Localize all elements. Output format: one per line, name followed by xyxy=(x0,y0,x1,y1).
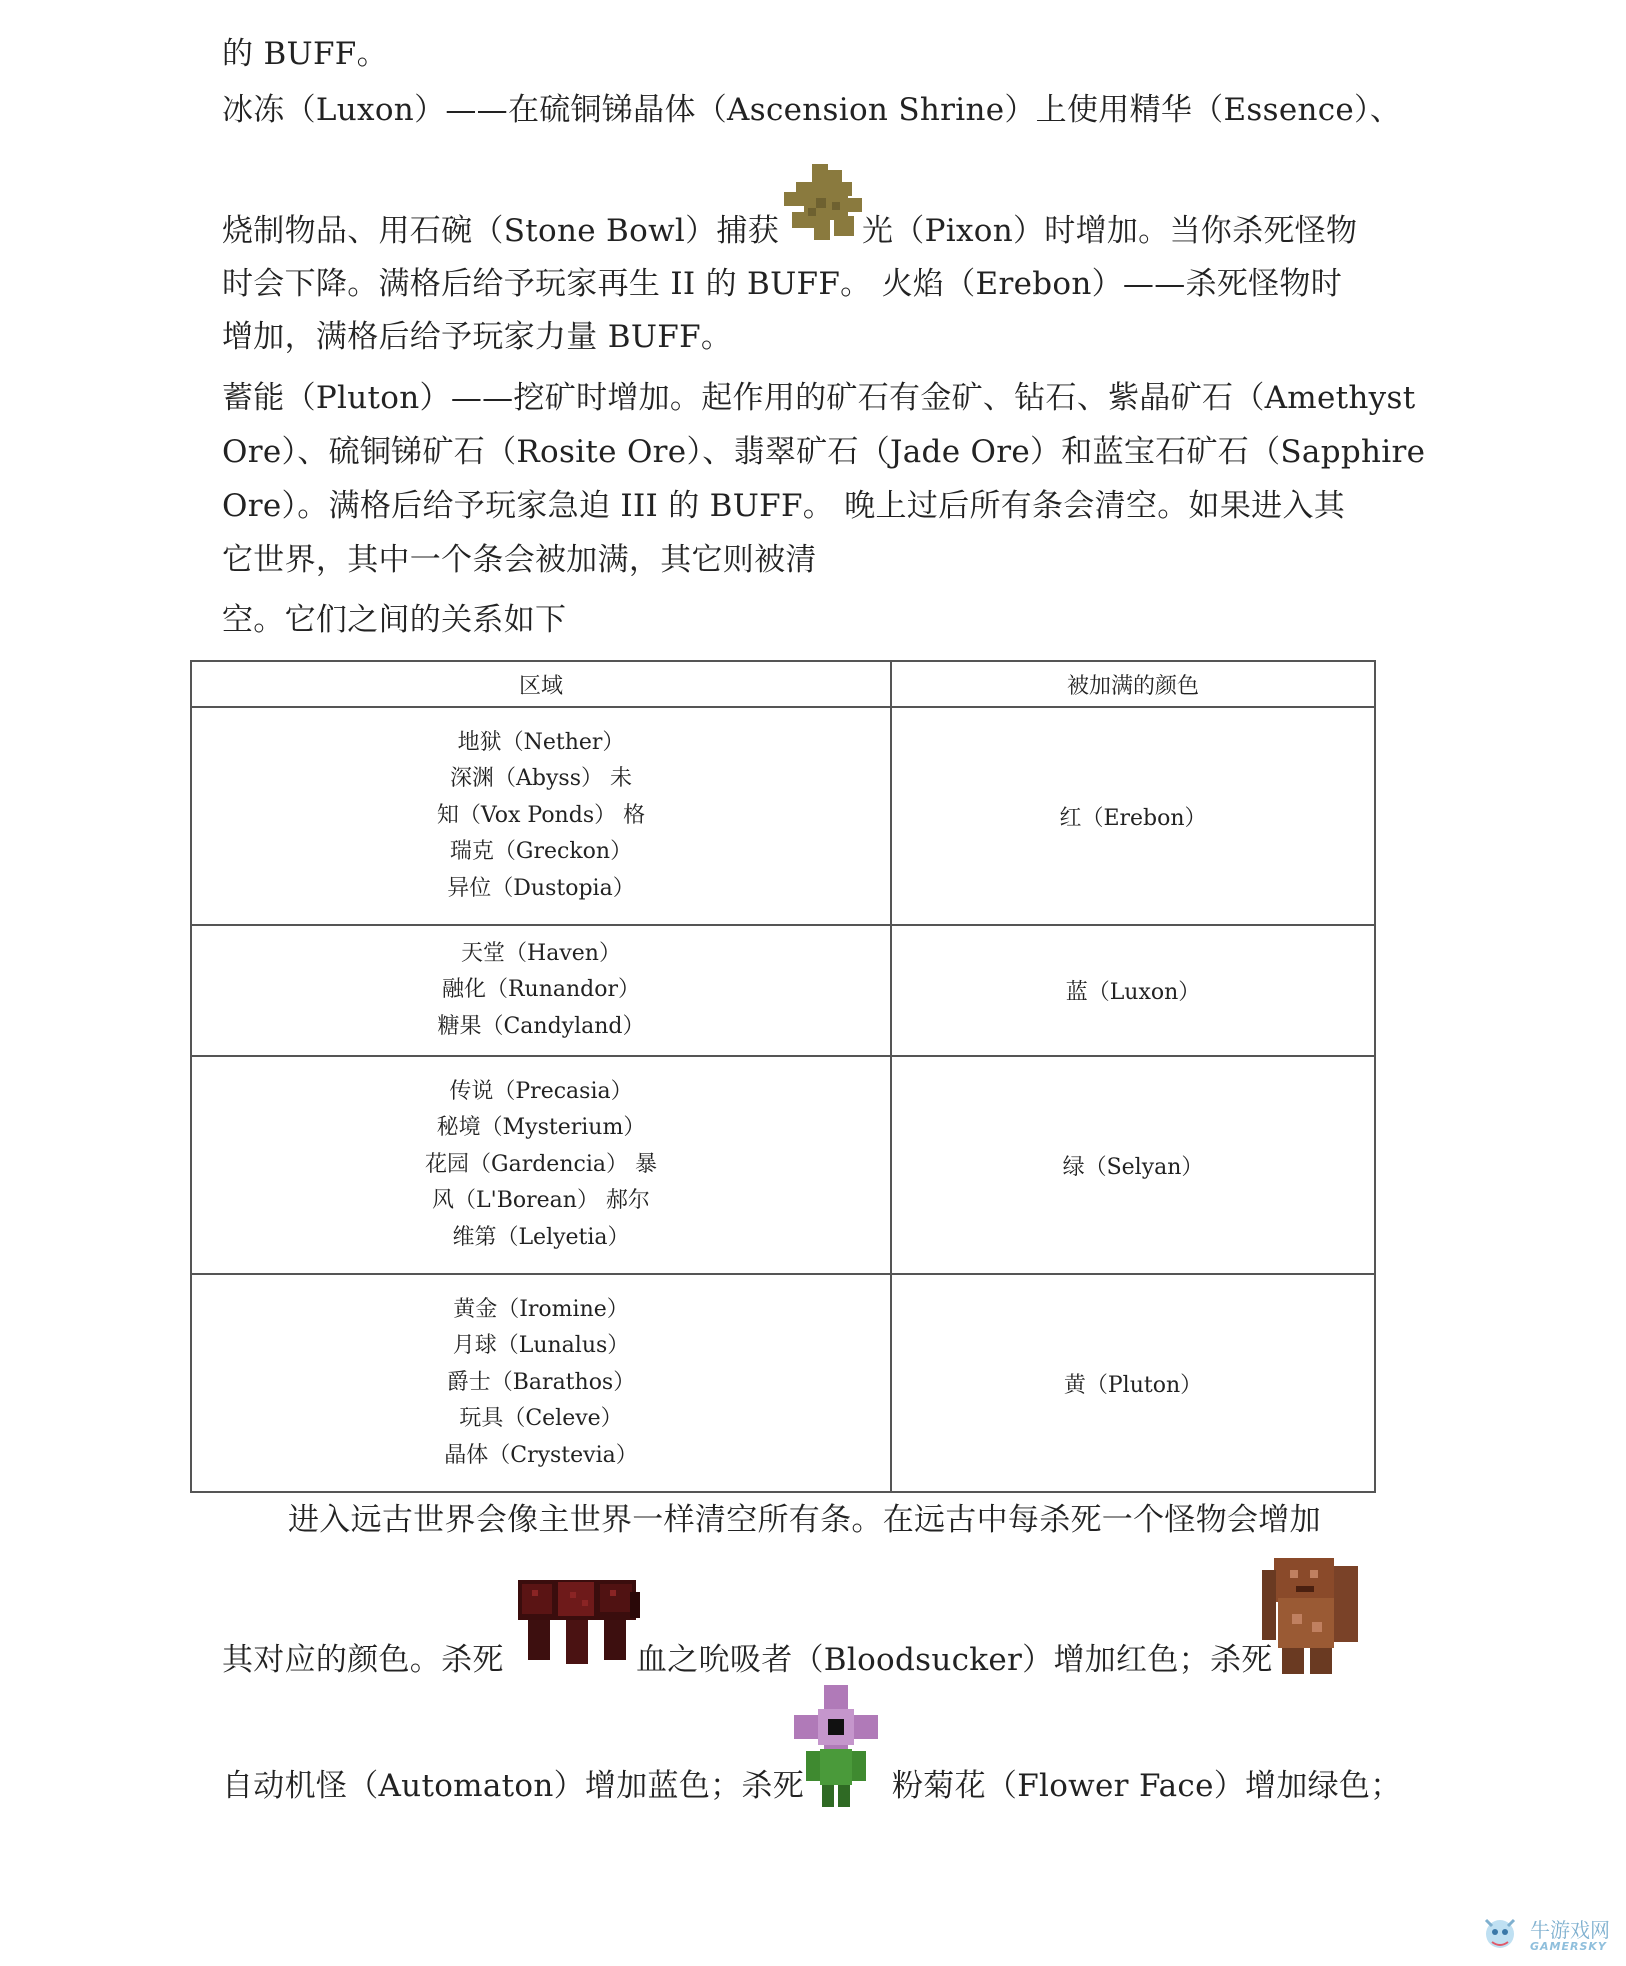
table-header-color: 被加满的颜色 xyxy=(891,661,1375,707)
zone-name: 月球（Lunalus） xyxy=(452,1333,630,1359)
zone-list xyxy=(191,707,891,925)
zone-name: 花园（Gardencia） 暴 xyxy=(425,1151,657,1177)
table-row xyxy=(191,1274,1375,1492)
text-line-13b: 粉菊花（Flower Face）增加绿色； xyxy=(892,1768,1402,1804)
text-line-13a: 自动机怪（Automaton）增加蓝色；杀死 xyxy=(222,1768,805,1804)
table-row xyxy=(191,1056,1375,1274)
table-row xyxy=(191,925,1375,1056)
zone-name: 知（Vox Ponds） 格 xyxy=(436,802,646,828)
zone-name: 秘境（Mysterium） xyxy=(436,1115,646,1141)
table-header-row xyxy=(191,661,1375,707)
text-line-4: 时会下降。满格后给予玩家再生 II 的 BUFF。 火焰（Erebon）——杀死怪物时 xyxy=(222,266,1342,302)
text-line-3a: 烧制物品、用石碗（Stone Bowl）捕获 xyxy=(222,213,780,249)
zone-name: 晶体（Crystevia） xyxy=(444,1442,638,1468)
text-line-7: Ore）、硫铜锑矿石（Rosite Ore）、翡翠矿石（Jade Ore）和蓝宝石矿石（Sapphire xyxy=(222,434,1426,470)
text-line-3b: 光（Pixon）时增加。当你杀死怪物 xyxy=(862,213,1358,249)
zone-name: 糖果（Candyland） xyxy=(437,1013,645,1039)
zone-name: 瑞克（Greckon） xyxy=(449,839,633,865)
zone-name: 天堂（Haven） xyxy=(461,940,621,966)
zone-list xyxy=(191,1274,891,1492)
text-line-12b: 血之吮吸者（Bloodsucker）增加红色；杀死 xyxy=(636,1642,1273,1678)
text-line-5: 增加，满格后给予玩家力量 BUFF。 xyxy=(222,319,733,355)
zone-color: 蓝（Luxon） xyxy=(891,925,1375,1056)
automaton-icon xyxy=(1262,1558,1362,1676)
zone-color: 黄（Pluton） xyxy=(891,1274,1375,1492)
zone-list xyxy=(191,1056,891,1274)
zone-name: 黄金（Iromine） xyxy=(453,1296,629,1322)
text-line-8: Ore）。满格后给予玩家急迫 III 的 BUFF。 晚上过后所有条会清空。如果进入其 xyxy=(222,488,1346,524)
bloodsucker-icon xyxy=(518,1572,643,1668)
text-line-1: 的 BUFF。 xyxy=(222,36,388,72)
zone-name: 爵士（Barathos） xyxy=(446,1369,636,1395)
text-line-12a: 其对应的颜色。杀死 xyxy=(222,1642,504,1678)
text-line-10: 空。它们之间的关系如下 xyxy=(222,602,567,638)
zone-name: 融化（Runandor） xyxy=(441,977,641,1003)
zone-name: 玩具（Celeve） xyxy=(459,1406,623,1432)
zone-name: 维第（Lelyetia） xyxy=(452,1224,630,1250)
text-line-6: 蓄能（Pluton）——挖矿时增加。起作用的矿石有金矿、钻石、紫晶矿石（Amethyst xyxy=(222,380,1416,416)
watermark-subtext: GAMERSKY xyxy=(1530,1940,1607,1953)
zone-color: 绿（Selyan） xyxy=(891,1056,1375,1274)
text-line-2: 冰冻（Luxon）——在硫铜锑晶体（Ascension Shrine）上使用精华（Essence）、 xyxy=(222,92,1402,128)
pixon-icon xyxy=(782,162,864,244)
flower-face-icon xyxy=(794,1685,878,1809)
zone-name: 风（L'Borean） 郝尔 xyxy=(432,1188,650,1214)
table-header-region: 区域 xyxy=(191,661,891,707)
table-row xyxy=(191,707,1375,925)
zone-name: 传说（Precasia） xyxy=(449,1078,633,1104)
zone-name: 异位（Dustopia） xyxy=(447,875,635,901)
zone-name: 深渊（Abyss） 未 xyxy=(450,766,632,792)
zone-list xyxy=(191,925,891,1056)
region-color-table xyxy=(190,660,1376,1493)
watermark-text: 牛游戏网 xyxy=(1530,1918,1610,1942)
text-line-11: 进入远古世界会像主世界一样清空所有条。在远古中每杀死一个怪物会增加 xyxy=(288,1502,1321,1538)
zone-color: 红（Erebon） xyxy=(891,707,1375,925)
zone-name: 地狱（Nether） xyxy=(457,729,625,755)
text-line-9: 它世界，其中一个条会被加满，其它则被清 xyxy=(222,542,817,578)
